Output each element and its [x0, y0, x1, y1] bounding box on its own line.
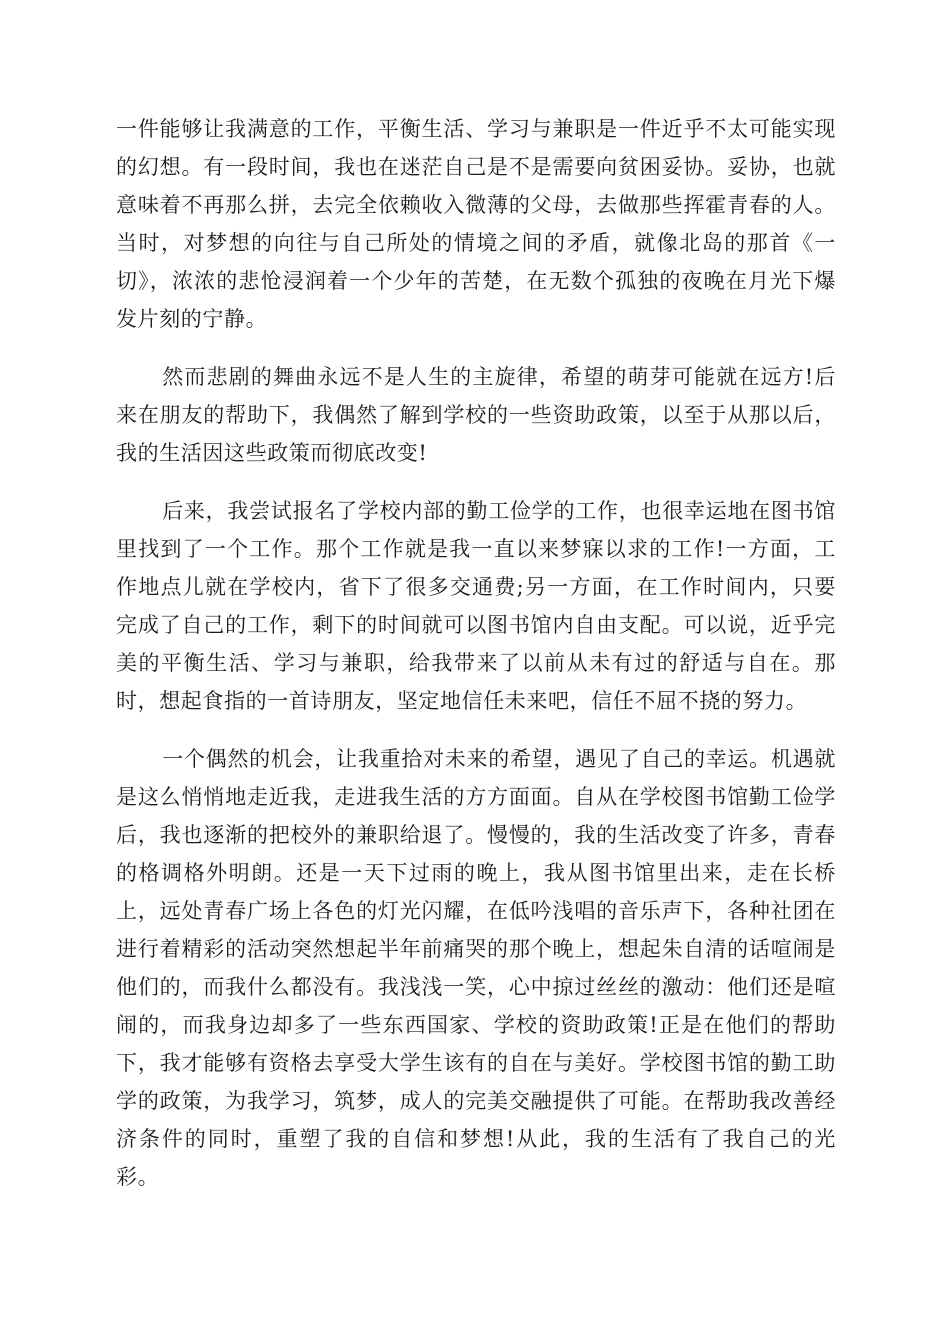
document-body — [116, 110, 836, 1216]
paragraph-4: 一个偶然的机会，让我重拾对未来的希望，遇见了自己的幸运。机遇就是这么悄悄地走近我，走进我生活的方方面面。自从在学校图书馆勤工俭学后，我也逐渐的把校外的兼职给退了。慢慢的，我的生活改变了许多，青春的格调格外明朗。还是一天下过雨的晚上，我从图书馆里出来，走在长桥上，远处青春广场上各色的灯光闪耀，在低吟浅唱的音乐声下，各种社团在进行着精彩的活动突然想起半年前痛哭的那个晚上，想起朱自清的话喧闹是他们的，而我什么都没有。我浅浅一笑，心中掠过丝丝的激动：他们还是喧闹的，而我身边却多了一些东西国家、学校的资助政策!正是在他们的帮助下，我才能够有资格去享受大学生该有的自在与美好。学校图书馆的勤工助学的政策，为我学习，筑梦，成人的完美交融提供了可能。在帮助我改善经济条件的同时，重塑了我的自信和梦想!从此，我的生活有了我自己的光彩。 — [116, 747, 836, 1189]
paragraph-1: 一件能够让我满意的工作，平衡生活、学习与兼职是一件近乎不太可能实现的幻想。有一段时间，我也在迷茫自己是不是需要向贫困妥协。妥协，也就意味着不再那么拼，去完全依赖收入微薄的父母，去做那些挥霍青春的人。当时，对梦想的向往与自己所处的情境之间的矛盾，就像北岛的那首《一切》，浓浓的悲怆浸润着一个少年的苦楚，在无数个孤独的夜晚在月光下爆发片刻的宁静。 — [116, 117, 836, 331]
paragraph-3: 后来，我尝试报名了学校内部的勤工俭学的工作，也很幸运地在图书馆里找到了一个工作。那个工作就是我一直以来梦寐以求的工作!一方面，工作地点儿就在学校内，省下了很多交通费;另一方面，在工作时间内，只要完成了自己的工作，剩下的时间就可以图书馆内自由支配。可以说，近乎完美的平衡生活、学习与兼职，给我带来了以前从未有过的舒适与自在。那时，想起食指的一首诗朋友，坚定地信任未来吧，信任不屈不挠的努力。 — [116, 499, 836, 713]
paragraph-2: 然而悲剧的舞曲永远不是人生的主旋律，希望的萌芽可能就在远方!后来在朋友的帮助下，我偶然了解到学校的一些资助政策，以至于从那以后，我的生活因这些政策而彻底改变! — [116, 365, 836, 465]
